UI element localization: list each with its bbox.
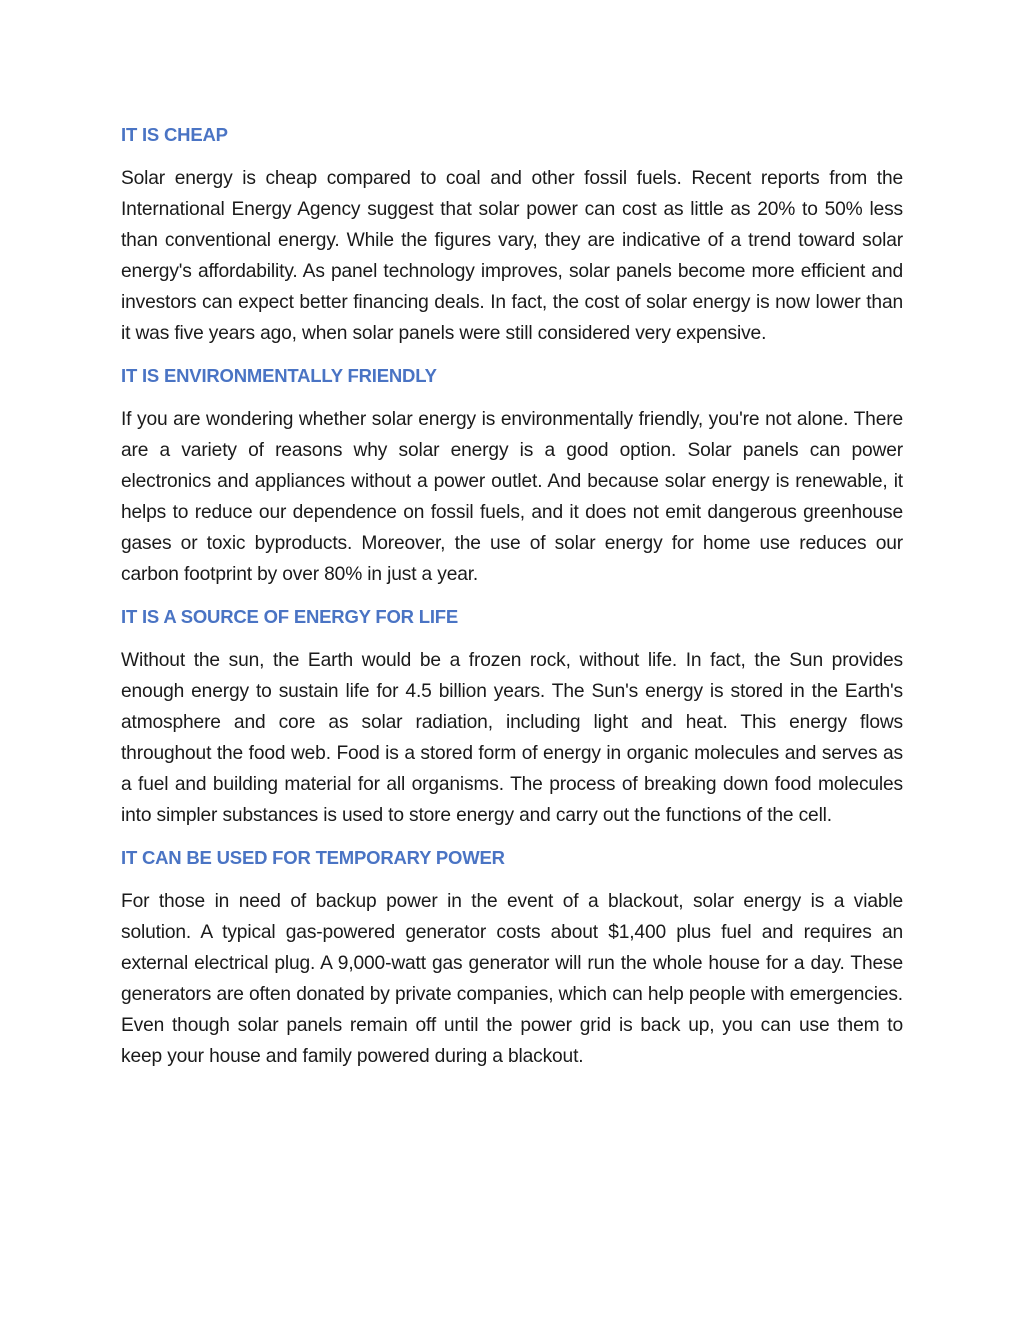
section-paragraph: Solar energy is cheap compared to coal and other fossil fuels. Recent reports from the International Energy Agency suggest that solar power can cost as little as 20% to 50% less than conventional energy. While the figures vary, they are indicative of a trend toward solar energy's affordability. As panel technology improves, solar panels become more efficient and investors can expect better financing deals. In fact, the cost of solar energy is now lower than it was five years ago, when solar panels were still considered very expensive. bbox=[121, 168, 903, 344]
section-heading: IT CAN BE USED FOR TEMPORARY POWER bbox=[121, 847, 505, 868]
document-page bbox=[121, 120, 903, 1084]
section-paragraph: If you are wondering whether solar energy is environmentally friendly, you're not alone. There are a variety of reasons why solar energy is a good option. Solar panels can power electronics and appliances without a power outlet. And because solar energy is renewable, it helps to reduce our dependence on fossil fuels, and it does not emit dangerous greenhouse gases or toxic byproducts. Moreover, the use of solar energy for home use reduces our carbon footprint by over 80% in just a year. bbox=[121, 409, 903, 585]
section-cheap bbox=[121, 120, 903, 349]
section-energy-for-life bbox=[121, 602, 903, 831]
section-paragraph: For those in need of backup power in the event of a blackout, solar energy is a viable solution. A typical gas-powered generator costs about $1,400 plus fuel and requires an external electrical plug. A 9,000-watt gas generator will run the whole house for a day. These generators are often donated by private companies, which can help people with emergencies. Even though solar panels remain off until the power grid is back up, you can use them to keep your house and family powered during a blackout. bbox=[121, 891, 903, 1067]
section-environmentally-friendly bbox=[121, 361, 903, 590]
section-temporary-power bbox=[121, 843, 903, 1072]
section-heading: IT IS CHEAP bbox=[121, 124, 228, 145]
section-heading: IT IS ENVIRONMENTALLY FRIENDLY bbox=[121, 365, 437, 386]
section-paragraph: Without the sun, the Earth would be a frozen rock, without life. In fact, the Sun provides enough energy to sustain life for 4.5 billion years. The Sun's energy is stored in the Earth's atmosphere and core as solar radiation, including light and heat. This energy flows throughout the food web. Food is a stored form of energy in organic molecules and serves as a fuel and building material for all organisms. The process of breaking down food molecules into simpler substances is used to store energy and carry out the functions of the cell. bbox=[121, 650, 903, 826]
section-heading: IT IS A SOURCE OF ENERGY FOR LIFE bbox=[121, 606, 459, 627]
